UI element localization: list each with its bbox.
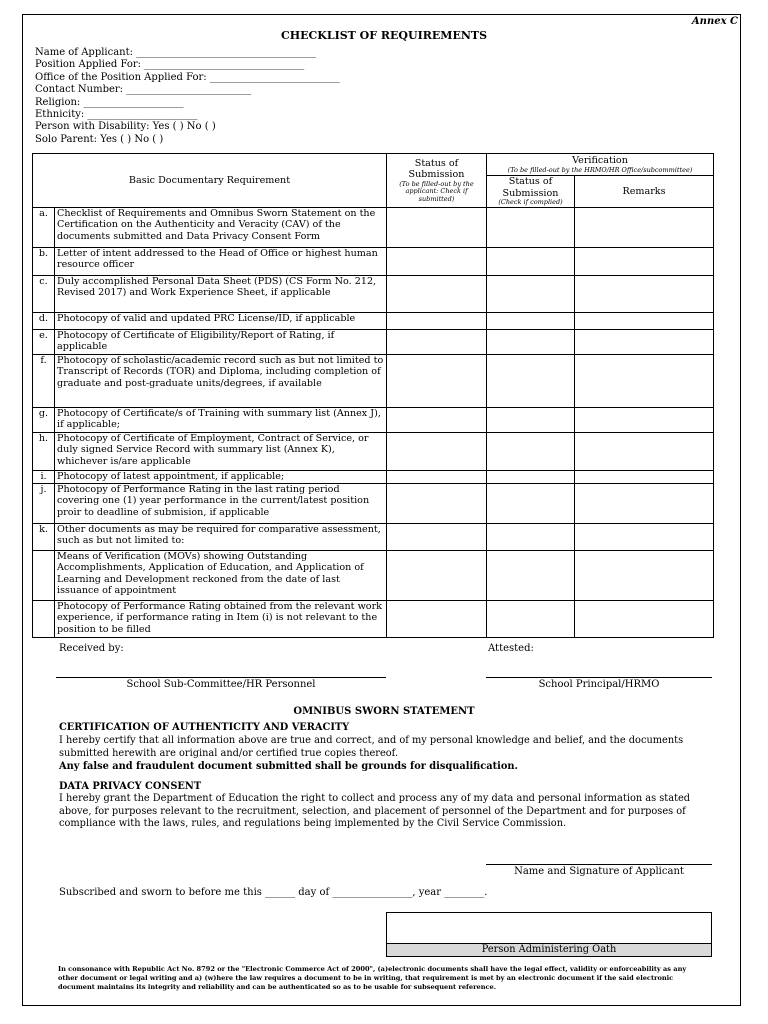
remarks-cell[interactable] xyxy=(575,312,714,329)
annex-label: Annex C xyxy=(691,16,738,27)
table-row xyxy=(33,407,714,432)
ethnicity-line: Ethnicity: ______________________ xyxy=(35,109,198,121)
status-cell[interactable] xyxy=(387,354,487,407)
table-row xyxy=(33,470,714,483)
row-text: Photocopy of scholastic/academic record such as but not limited to Transcript of Records (TOR) and Diploma, including completion of graduate and post-graduate units/degrees, if available xyxy=(55,354,387,407)
attested-signature-line xyxy=(486,677,712,678)
table-row xyxy=(33,600,714,637)
applicant-info xyxy=(35,47,340,146)
footnote: In consonance with Republic Act No. 8792 or the "Electronic Commerce Act of 2000", (a)electronic documents shall have the legal effect, validity or enforceability as any other document or legal writing and a) (w)here the law requires a document to be in writing, that requirement is met by an electronic document if the said electronic document maintains its integrity and reliability and can be authenticated so as to be usable for subsequent reference. xyxy=(58,965,687,991)
table-row xyxy=(33,329,714,354)
status-cell[interactable] xyxy=(387,550,487,600)
remarks-cell[interactable] xyxy=(575,354,714,407)
solo-parent-line: Solo Parent: Yes ( ) No ( ) xyxy=(35,133,164,145)
header-ver-status-label: Status of Submission xyxy=(502,176,559,199)
header-verification-note: (To be filled-out by the HRMO/HR Office/subcommittee) xyxy=(507,165,693,174)
remarks-cell[interactable] xyxy=(575,432,714,470)
ver-status-cell[interactable] xyxy=(487,247,575,275)
remarks-cell[interactable] xyxy=(575,407,714,432)
status-cell[interactable] xyxy=(387,247,487,275)
header-verification xyxy=(487,154,714,176)
row-letter: k. xyxy=(33,523,55,550)
privacy-heading: DATA PRIVACY CONSENT xyxy=(59,781,202,792)
row-text: Photocopy of Certificate of Employment, Contract of Service, or duly signed Service Record with summary list (Annex K), whichever is/are applicable xyxy=(55,432,387,470)
row-letter: j. xyxy=(33,483,55,523)
cav-warning: Any false and fraudulent document submitted shall be grounds for disqualification. xyxy=(59,761,518,772)
table-row xyxy=(33,207,714,247)
table-row xyxy=(33,432,714,470)
requirements-table xyxy=(32,153,714,638)
sub-committee-label: School Sub-Committee/HR Personnel xyxy=(126,679,316,690)
row-letter: b. xyxy=(33,247,55,275)
header-remarks: Remarks xyxy=(575,176,714,208)
ver-status-cell[interactable] xyxy=(487,483,575,523)
row-text: Duly accomplished Personal Data Sheet (PDS) (CS Form No. 212, Revised 2017) and Work Experience Sheet, if applicable xyxy=(55,275,387,312)
row-letter: h. xyxy=(33,432,55,470)
row-text: Photocopy of Performance Rating in the last rating period covering one (1) year performance in the current/latest position proir to deadline of submision, if applicable xyxy=(55,483,387,523)
cav-heading: CERTIFICATION OF AUTHENTICITY AND VERACITY xyxy=(59,722,350,733)
ver-status-cell[interactable] xyxy=(487,470,575,483)
religion-line: Religion: ____________________ xyxy=(35,96,184,108)
ver-status-cell[interactable] xyxy=(487,523,575,550)
ver-status-cell[interactable] xyxy=(487,407,575,432)
header-ver-status-note: (Check if complied) xyxy=(498,198,563,206)
privacy-text: I hereby grant the Department of Education the right to collect and process any of my data and personal information as stated above, for purposes relevant to the recruitment, selection, and placement of personnel of the Department and for purposes of compliance with the laws, rules, and regulations being implemented by the Civil Service Commission. xyxy=(59,793,691,829)
header-status-label: Status of Submission xyxy=(408,157,465,180)
oath-box[interactable] xyxy=(386,912,712,957)
remarks-cell[interactable] xyxy=(575,329,714,354)
applicant-signature-line xyxy=(486,864,712,865)
position-line: Position Applied For: ________________________________ xyxy=(35,59,305,71)
row-letter: g. xyxy=(33,407,55,432)
table-row xyxy=(33,550,714,600)
status-cell[interactable] xyxy=(387,329,487,354)
table-row xyxy=(33,483,714,523)
applicant-name-line: Name of Applicant: ____________________________________ xyxy=(35,47,317,58)
header-verification-label: Verification xyxy=(572,155,628,166)
ver-status-cell[interactable] xyxy=(487,354,575,407)
table-row xyxy=(33,247,714,275)
cav-text: I hereby certify that all information above are true and correct, and of my personal knowledge and belief, and the documents submitted herewith are original and/or certified true copies thereof. xyxy=(59,735,684,759)
status-cell[interactable] xyxy=(387,312,487,329)
remarks-cell[interactable] xyxy=(575,550,714,600)
row-letter: f. xyxy=(33,354,55,407)
status-cell[interactable] xyxy=(387,207,487,247)
status-cell[interactable] xyxy=(387,275,487,312)
table-row xyxy=(33,523,714,550)
pwd-line: Person with Disability: Yes ( ) No ( ) xyxy=(35,121,216,133)
principal-label: School Principal/HRMO xyxy=(538,679,660,690)
status-cell[interactable] xyxy=(387,483,487,523)
office-line: Office of the Position Applied For: __________________________ xyxy=(35,71,340,83)
subscribed-line: Subscribed and sworn to before me this ______ day of ________________, year ________. xyxy=(59,887,488,898)
row-text: Photocopy of Certificate of Eligibility/Report of Rating, if applicable xyxy=(55,329,387,354)
header-status xyxy=(387,154,487,208)
received-by-label: Received by: xyxy=(59,643,124,654)
attested-label: Attested: xyxy=(488,643,534,654)
row-letter: a. xyxy=(33,207,55,247)
page-title: CHECKLIST OF REQUIREMENTS xyxy=(280,29,488,42)
remarks-cell[interactable] xyxy=(575,275,714,312)
row-text: Photocopy of valid and updated PRC License/ID, if applicable xyxy=(55,312,387,329)
received-signature-line xyxy=(56,677,386,678)
ver-status-cell[interactable] xyxy=(487,600,575,637)
row-text: Other documents as may be required for comparative assessment, such as but not limited to: xyxy=(55,523,387,550)
ver-status-cell[interactable] xyxy=(487,550,575,600)
row-text: Photocopy of Certificate/s of Training with summary list (Annex J), if applicable; xyxy=(55,407,387,432)
status-cell[interactable] xyxy=(387,407,487,432)
remarks-cell[interactable] xyxy=(575,207,714,247)
ver-status-cell[interactable] xyxy=(487,329,575,354)
table-row xyxy=(33,275,714,312)
ver-status-cell[interactable] xyxy=(487,432,575,470)
row-text: Checklist of Requirements and Omnibus Sworn Statement on the Certification on the Authenticity and Veracity (CAV) of the documents submitted and Data Privacy Consent Form xyxy=(55,207,387,247)
omnibus-title: OMNIBUS SWORN STATEMENT xyxy=(293,706,475,717)
row-text: Letter of intent addressed to the Head of Office or highest human resource officer xyxy=(55,247,387,275)
remarks-cell[interactable] xyxy=(575,247,714,275)
status-cell[interactable] xyxy=(387,432,487,470)
row-letter xyxy=(33,600,55,637)
remarks-cell[interactable] xyxy=(575,470,714,483)
row-text: Photocopy of latest appointment, if applicable; xyxy=(55,470,387,483)
row-letter: i. xyxy=(33,470,55,483)
row-letter: d. xyxy=(33,312,55,329)
remarks-cell[interactable] xyxy=(575,523,714,550)
ver-status-cell[interactable] xyxy=(487,207,575,247)
status-cell[interactable] xyxy=(387,523,487,550)
remarks-cell[interactable] xyxy=(575,483,714,523)
status-cell[interactable] xyxy=(387,600,487,637)
table-row xyxy=(33,354,714,407)
ver-status-cell[interactable] xyxy=(487,312,575,329)
applicant-signature-label: Name and Signature of Applicant xyxy=(514,866,684,877)
row-text: Means of Verification (MOVs) showing Outstanding Accomplishments, Application of Education, and Application of Learning and Development reckoned from the date of last issuance of appointment xyxy=(55,550,387,600)
contact-line: Contact Number: _________________________ xyxy=(35,84,252,96)
status-cell[interactable] xyxy=(387,470,487,483)
row-letter: e. xyxy=(33,329,55,354)
ver-status-cell[interactable] xyxy=(487,275,575,312)
row-letter xyxy=(33,550,55,600)
table-row xyxy=(33,312,714,329)
header-status-note: (To be filled-out by the applicant: Check if submitted) xyxy=(399,179,474,203)
row-letter: c. xyxy=(33,275,55,312)
header-requirement: Basic Documentary Requirement xyxy=(33,154,387,208)
row-text: Photocopy of Performance Rating obtained from the relevant work experience, if performance rating in Item (i) is not relevant to the position to be filled xyxy=(55,600,387,637)
remarks-cell[interactable] xyxy=(575,600,714,637)
header-ver-status xyxy=(487,176,575,208)
oath-label: Person Administering Oath xyxy=(387,943,711,956)
